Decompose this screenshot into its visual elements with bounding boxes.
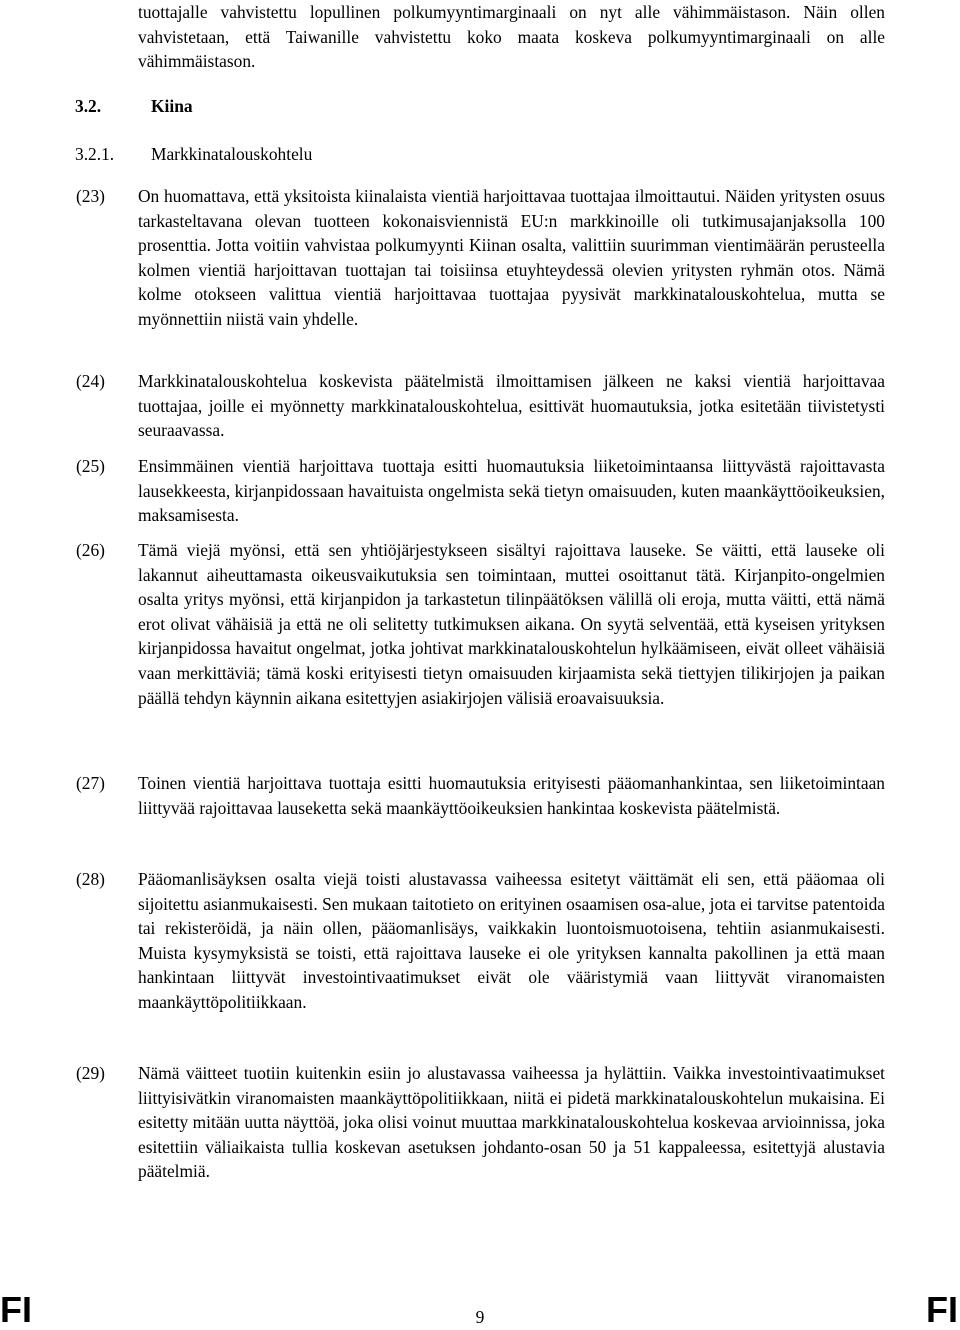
paragraph-number: (29) xyxy=(76,1063,105,1083)
subsection-title: Markkinatalouskohtelu xyxy=(151,144,313,164)
subsection-number: 3.2.1. xyxy=(75,144,115,164)
paragraph-number: (24) xyxy=(76,371,105,391)
paragraph-text: Ensimmäinen vientiä harjoittava tuottaja esitti huomautuksia liiketoimintaansa liittyvästä rajoittavasta lausekkeesta, kirjanpidossaan havaituista ongelmista sekä tietyn omaisuuden, kuten maankäyttöoikeuksien, maksamisesta. xyxy=(138,456,885,526)
paragraph-number: (28) xyxy=(76,869,105,889)
paragraph-number: (27) xyxy=(76,773,105,793)
paragraph-number: (23) xyxy=(76,186,105,206)
footer-language-code-right: FI xyxy=(926,1289,958,1330)
section-number: 3.2. xyxy=(75,96,102,116)
paragraph-text: Pääomanlisäyksen osalta viejä toisti alustavassa vaiheessa esitetyt väittämät eli sen, että pääomaa oli sijoitettu asianmukaisesti. Sen mukaan taitotieto on erityinen osaamisen osa-alue, jota ei tarvitse patentoida tai rekisteröidä, ja näin ollen, pääomanlisäys, vaikkakin luontoismuotoisena, tehtiin asianmukaisesti. Muista kysymyksistä se toisti, että rajoittava lauseke ei ole yrityksen kannalta pakollinen ja että maan hankintaan liittyvät investointivaatimukset eivät ole vääristymiä vaan liittyvät viranomaisten maankäyttöpolitiikkaan. xyxy=(138,869,885,1012)
footer-language-code-left: FI xyxy=(0,1289,32,1330)
intro-paragraph: tuottajalle vahvistettu lopullinen polkumyyntimarginaali on nyt alle vähimmäistason. Näin ollen vahvistetaan, että Taiwanille vahvistettu koko maata koskeva polkumyyntimarginaali on alle vähimmäistason. xyxy=(138,2,885,72)
paragraph-text: Toinen vientiä harjoittava tuottaja esitti huomautuksia erityisesti pääomanhankintaa, sen liiketoimintaan liittyvää rajoittavaa lauseketta sekä maankäyttöoikeuksien hankintaa koskevista päätelmistä. xyxy=(138,773,885,818)
page-number: 9 xyxy=(475,1307,485,1327)
paragraph-text: On huomattava, että yksitoista kiinalaista vientiä harjoittavaa tuottajaa ilmoittautui. Näiden yritysten osuus tarkasteltavana olevan tuotteen kokonaisviennistä EU:n markkinoille oli tutkimusajanjaksolla 100 prosenttia. Jotta voitiin vahvistaa polkumyynti Kiinan osalta, valittiin suurimman vientimäärän perusteella kolmen vientiä harjoittavan tuottajan tai toisiinsa etuyhteydessä olevien yritysten ryhmän otos. Nämä kolme otokseen valittua vientiä harjoittavaa tuottajaa pyysivät markkinatalouskohtelua, mutta se myönnettiin niistä vain yhdelle. xyxy=(138,186,885,329)
paragraph-number: (26) xyxy=(76,540,105,560)
paragraph-number: (25) xyxy=(76,456,105,476)
paragraph-text: Markkinatalouskohtelua koskevista päätelmistä ilmoittamisen jälkeen ne kaksi vientiä harjoittavaa tuottajaa, joille ei myönnetty markkinatalouskohtelua, esittivät huomautuksia, jotka esitetään tiivistetysti seuraavassa. xyxy=(138,371,885,441)
paragraph-text: Nämä väitteet tuotiin kuitenkin esiin jo alustavassa vaiheessa ja hylättiin. Vaikka investointivaatimukset liittyisivätkin viranomaisten maankäyttöpolitiikkaan, niitä ei pidetä markkinatalouskohtelun mukaisina. Ei esitetty mitään uutta näyttöä, joka olisi voinut muuttaa markkinatalouskohtelua koskevaa arvioinnissa, joka esitettiin väliaikaista tullia koskevan asetuksen johdanto-osan 50 ja 51 kappaleessa, esitettyjä alustavia päätelmiä. xyxy=(138,1063,885,1182)
paragraph-text: Tämä viejä myönsi, että sen yhtiöjärjestykseen sisältyi rajoittava lauseke. Se väitti, että lauseke oli lakannut aiheuttamasta oikeusvaikutuksia sen toimintaan, muttei osoittanut tätä. Kirjanpito-ongelmien osalta yritys myönsi, että kirjanpidon ja tarkastetun tilinpäätöksen välillä oli eroja, mutta väitti, että nämä erot olivat vähäisiä ja että ne oli selitetty tutkimuksen aikana. On syytä selventää, että kyseisen yrityksen kirjanpidossa havaitut ongelmat, jotka johtivat markkinatalouskohtelun hylkäämiseen, eivät olleet vähäisiä vaan merkittäviä; tämä koski erityisesti tietyn omaisuuden kirjaamista sekä tiettyjen tilikirjojen ja paikan päällä tehdyn käynnin aikana esitettyjen asiakirjojen välisiä eroavaisuuksia. xyxy=(138,540,885,708)
section-title: Kiina xyxy=(151,96,193,116)
